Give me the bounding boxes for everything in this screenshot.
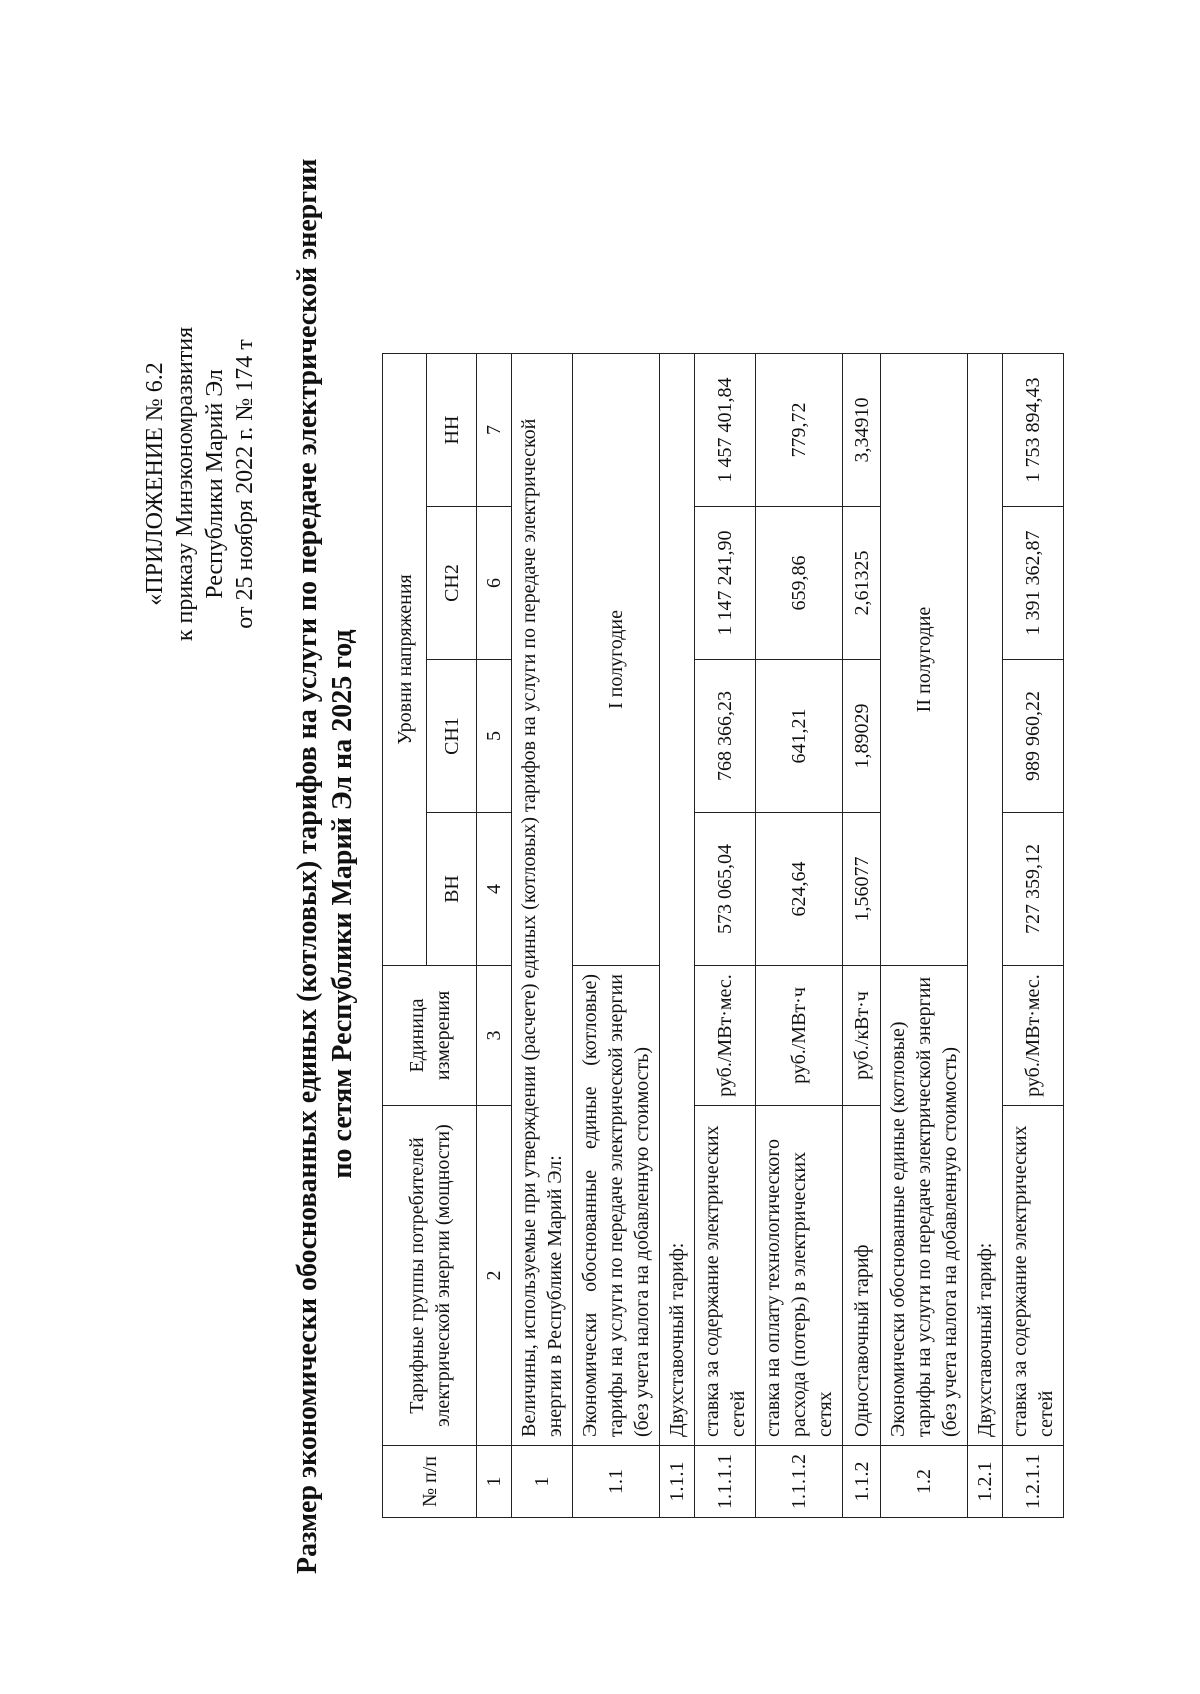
colnum-3: 3 [477,966,512,1106]
table-row [843,354,881,1518]
row-number: 1 [512,1446,573,1518]
order-reference: к приказу Минэкономразвития [172,326,198,642]
row-number: 1.1.1.1 [695,1446,756,1518]
header-vn: ВН [427,813,477,966]
value-sn1: 1,89029 [843,660,881,813]
row-number: 1.2.1 [968,1446,1003,1518]
title-line-1: Размер экономически обоснованных единых (котловых) тарифов на услуги по передаче электрической энергии [292,158,323,1574]
colnum-2: 2 [477,1106,512,1446]
table-row [512,354,573,1518]
row-description: ставка за содержание электрических сетей [1003,1106,1064,1446]
row-description: Экономически обоснованные единые (котловые) тарифы на услуги по передаче электрической энергии (без учета налога на добавленную стоимость) [881,966,968,1446]
value-vn: 727 359,12 [1003,813,1064,966]
table-row [573,354,660,1518]
row-description: Двухставочный тариф: [968,354,1003,1446]
row-description: Двухставочный тариф: [660,354,695,1446]
header-row-1 [383,354,427,1518]
header-voltage-levels: Уровни напряжения [383,354,427,966]
row-description: Экономически обоснованные единые (котловые) тарифы на услуги по передаче электрической энергии (без учета налога на добавленную стоимость) [573,966,660,1446]
value-sn2: 659,86 [756,507,843,660]
header-unit: Единица измерения [383,966,477,1106]
row-description: ставка на оплату технологического расхода (потерь) в электрических сетях [756,1106,843,1446]
value-nn: 779,72 [756,354,843,507]
title-line-2: по сетям Республики Марий Эл на 2025 год [327,629,358,1179]
appendix-number: «ПРИЛОЖЕНИЕ № 6.2 [142,362,168,606]
period-label: II полугодие [881,354,968,966]
table-row [695,354,756,1518]
colnum-7: 7 [477,354,512,507]
row-description: Величины, используемые при утверждении (расчете) единых (котловых) тарифов на услуги по передаче электрической энергии в Республике Марий Эл: [512,354,573,1446]
row-description: ставка за содержание электрических сетей [695,1106,756,1446]
header-sn2: СН2 [427,507,477,660]
unit-cell: руб./МВт·мес. [695,966,756,1106]
header-num: № п/п [383,1446,477,1518]
value-vn: 1,56077 [843,813,881,966]
unit-cell: руб./МВт·ч [756,966,843,1106]
value-sn2: 1 391 362,87 [1003,507,1064,660]
value-vn: 624,64 [756,813,843,966]
value-sn2: 1 147 241,90 [695,507,756,660]
period-label: I полугодие [573,354,660,966]
republic-name: Республики Марий Эл [202,369,228,599]
value-sn1: 989 960,22 [1003,660,1064,813]
value-nn: 1 753 894,43 [1003,354,1064,507]
value-nn: 3,34910 [843,354,881,507]
row-number: 1.2 [881,1446,968,1518]
document-title [290,158,360,1574]
colnum-4: 4 [477,813,512,966]
header-nn: НН [427,354,477,507]
value-vn: 573 065,04 [695,813,756,966]
header-sn1: СН1 [427,660,477,813]
colnum-1: 1 [477,1446,512,1518]
unit-cell: руб./кВт·ч [843,966,881,1106]
value-sn1: 768 366,23 [695,660,756,813]
header-group: Тарифные группы потребителей электрической энергии (мощности) [383,1106,477,1446]
row-number: 1.1.2 [843,1446,881,1518]
value-nn: 1 457 401,84 [695,354,756,507]
value-sn2: 2,61325 [843,507,881,660]
table-row [660,354,695,1518]
order-date: от 25 ноября 2022 г. № 174 т [232,339,258,629]
row-number: 1.1.1.2 [756,1446,843,1518]
table-row [881,354,968,1518]
value-sn1: 641,21 [756,660,843,813]
table-row [756,354,843,1518]
tariff-table [382,353,1064,1518]
appendix-header [140,274,260,694]
column-numbers-row [477,354,512,1518]
table-row [968,354,1003,1518]
row-description: Одноставочный тариф [843,1106,881,1446]
unit-cell: руб./МВт·мес. [1003,966,1064,1106]
row-number: 1.1 [573,1446,660,1518]
colnum-6: 6 [477,507,512,660]
table-row [1003,354,1064,1518]
row-number: 1.1.1 [660,1446,695,1518]
colnum-5: 5 [477,660,512,813]
row-number: 1.2.1.1 [1003,1446,1064,1518]
